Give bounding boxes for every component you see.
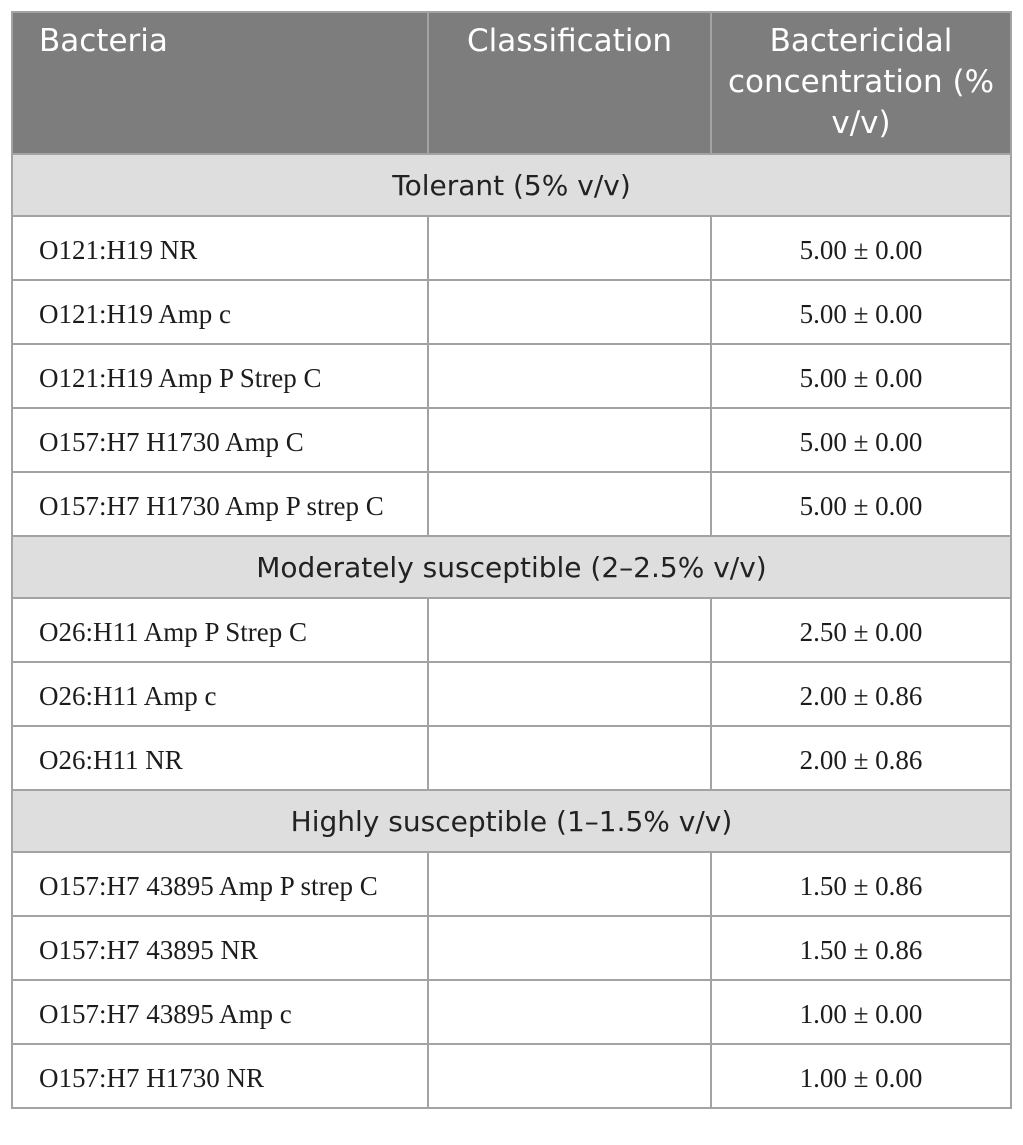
bacteria-cell: O121:H19 Amp P Strep C [12,344,428,408]
header-concentration: Bactericidal concentration (% v/v) [711,12,1011,154]
concentration-cell: 1.50 ± 0.86 [711,852,1011,916]
table-header [12,12,1011,154]
table-row [12,472,1011,536]
bacteria-cell: O121:H19 Amp c [12,280,428,344]
classification-cell [428,598,711,662]
table-body [12,154,1011,1108]
concentration-cell: 1.00 ± 0.00 [711,980,1011,1044]
bacteria-cell: O157:H7 43895 NR [12,916,428,980]
table-row [12,216,1011,280]
group-label: Highly susceptible (1–1.5% v/v) [12,790,1011,852]
concentration-cell: 5.00 ± 0.00 [711,408,1011,472]
classification-cell [428,216,711,280]
classification-cell [428,408,711,472]
table-row [12,852,1011,916]
table-row [12,662,1011,726]
classification-cell [428,344,711,408]
group-label: Tolerant (5% v/v) [12,154,1011,216]
concentration-cell: 5.00 ± 0.00 [711,216,1011,280]
table-row [12,916,1011,980]
bacteria-cell: O157:H7 H1730 Amp C [12,408,428,472]
bacteria-cell: O26:H11 Amp c [12,662,428,726]
classification-cell [428,852,711,916]
concentration-cell: 2.00 ± 0.86 [711,726,1011,790]
classification-cell [428,916,711,980]
group-row [12,154,1011,216]
bacteria-cell: O157:H7 43895 Amp c [12,980,428,1044]
bacteria-cell: O157:H7 43895 Amp P strep C [12,852,428,916]
classification-cell [428,980,711,1044]
header-classification: Classification [428,12,711,154]
concentration-cell: 2.00 ± 0.86 [711,662,1011,726]
concentration-cell: 5.00 ± 0.00 [711,280,1011,344]
concentration-cell: 1.50 ± 0.86 [711,916,1011,980]
bacteria-cell: O121:H19 NR [12,216,428,280]
classification-cell [428,472,711,536]
table-row [12,726,1011,790]
classification-cell [428,662,711,726]
table-row [12,344,1011,408]
group-row [12,536,1011,598]
concentration-cell: 5.00 ± 0.00 [711,344,1011,408]
table-row [12,408,1011,472]
header-bacteria: Bacteria [12,12,428,154]
concentration-cell: 5.00 ± 0.00 [711,472,1011,536]
table-row [12,280,1011,344]
header-row [12,12,1011,154]
bacteria-cell: O26:H11 Amp P Strep C [12,598,428,662]
bacteria-cell: O157:H7 H1730 NR [12,1044,428,1108]
table-row [12,980,1011,1044]
classification-cell [428,280,711,344]
concentration-cell: 2.50 ± 0.00 [711,598,1011,662]
bacteria-cell: O157:H7 H1730 Amp P strep C [12,472,428,536]
classification-cell [428,1044,711,1108]
bacteria-cell: O26:H11 NR [12,726,428,790]
table-row [12,598,1011,662]
table-row [12,1044,1011,1108]
group-row [12,790,1011,852]
classification-cell [428,726,711,790]
concentration-cell: 1.00 ± 0.00 [711,1044,1011,1108]
group-label: Moderately susceptible (2–2.5% v/v) [12,536,1011,598]
bactericidal-table [11,11,1012,1109]
